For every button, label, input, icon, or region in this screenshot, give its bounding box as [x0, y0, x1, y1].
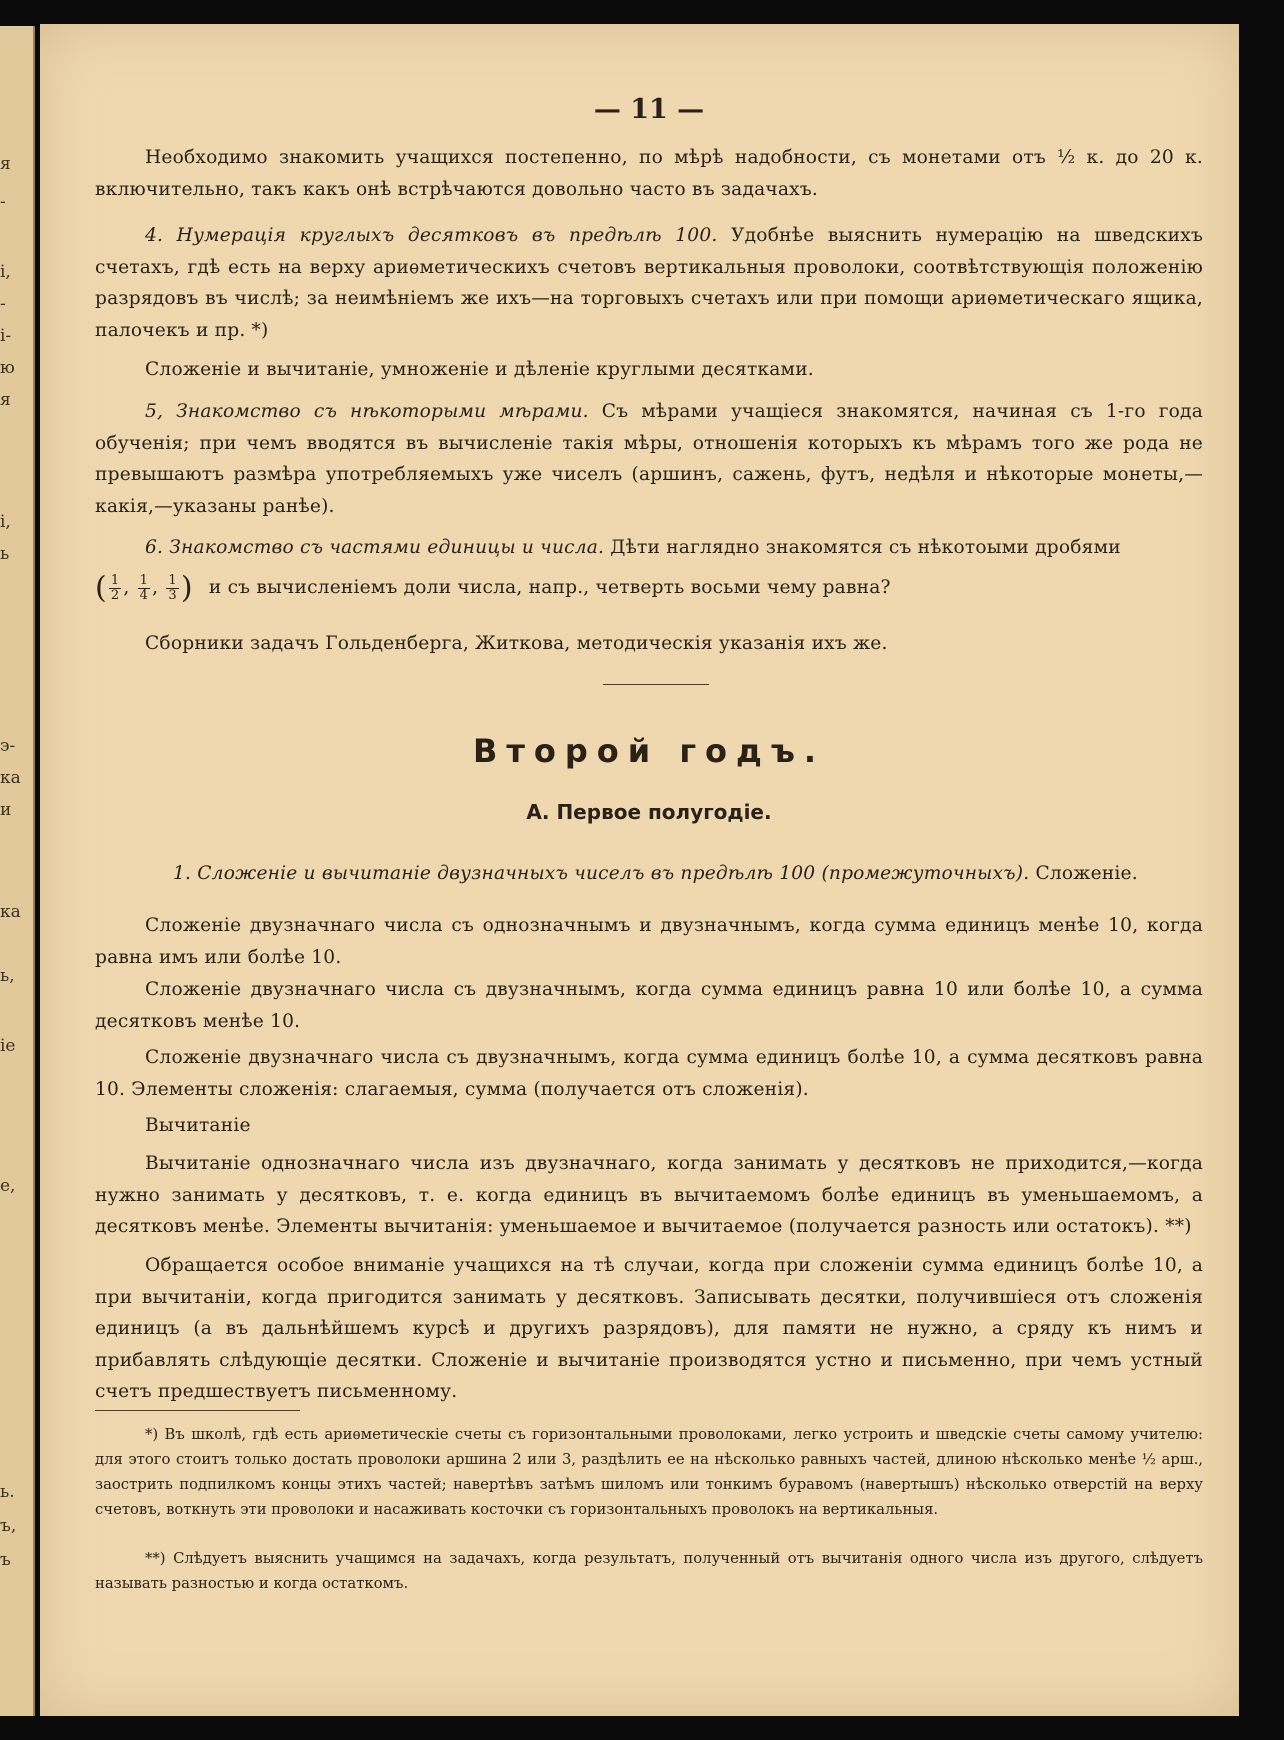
paragraph-coins: Необходимо знакомить учащихся постепенно, по мѣрѣ надобности, съ монетами отъ ½ к. до 20 к. включительно, такъ какъ онѣ встрѣчаются довольно часто въ задачахъ.	[95, 147, 1203, 200]
margin-fragment: і,	[0, 512, 11, 532]
fraction: $\frac{1}{4}$	[139, 572, 149, 603]
fraction: $\frac{1}{2}$	[110, 572, 120, 603]
margin-fragment: ь.	[0, 1482, 15, 1502]
item-title-addition: 1. Сложеніе и вычитаніе двузначныхъ чиселъ въ предѣлѣ 100 (промежуточныхъ).	[173, 863, 1030, 884]
margin-fragment: я	[0, 154, 11, 174]
margin-fragment: я	[0, 390, 11, 410]
previous-page-edge	[0, 26, 35, 1716]
footnote-divider	[95, 1410, 300, 1411]
margin-fragment: і,	[0, 262, 11, 282]
paragraph-subtraction: Вычитаніе однозначнаго числа изъ двузначнаго, когда занимать у десятковъ не приходится,—когда нужно занимать у десятковъ, т. е. когда единицъ въ вычитаемомъ болѣе единицъ въ уменьшаемомъ, а десятковъ менѣе. Элементы вычитанія: уменьшаемое и вычитаемое (получается разность или остатокъ). **)	[95, 1153, 1203, 1237]
margin-fragment: ъ,	[0, 1516, 17, 1536]
paragraph-addition-2: Сложеніе двузначнаго числа съ двузначнымъ, когда сумма единицъ равна 10 или болѣе 10, а сумма десятковъ менѣе 10.	[95, 979, 1203, 1032]
margin-fragment: ка	[0, 768, 21, 788]
margin-fragment: ъ	[0, 1550, 11, 1570]
paragraph-round-tens: Сложеніе и вычитаніе, умноженіе и дѣленіе круглыми десятками.	[145, 359, 814, 380]
book-page	[40, 24, 1239, 1716]
margin-fragment: э-	[0, 736, 16, 756]
item-tail-addition: Сложеніе.	[1035, 863, 1138, 884]
paragraph-measures	[95, 396, 1203, 522]
margin-fragment: ь,	[0, 966, 15, 986]
margin-fragment: ь	[0, 544, 10, 564]
section-title: Второй годъ.	[472, 732, 826, 770]
margin-fragment: и	[0, 800, 12, 820]
paragraph-addition-3: Сложеніе двузначнаго числа съ двузначнымъ, когда сумма единицъ болѣе 10, а сумма десятковъ равна 10. Элементы сложенія: слагаемыя, сумма (получается отъ сложенія).	[95, 1047, 1203, 1100]
margin-fragment: -	[0, 294, 6, 314]
margin-fragment: е,	[0, 1176, 16, 1196]
paragraph-numeration	[95, 220, 1203, 346]
fractions-tail: и съ вычисленіемъ доли числа, напр., четверть восьми чему равна?	[208, 577, 891, 598]
item-body-measures: Съ мѣрами учащіеся знакомятся, начиная съ 1-го года обученія; при чемъ вводятся въ вычисленіе такія мѣры, отношенія которыхъ къ мѣрамъ того же рода не превышаютъ размѣра употребляемыхъ уже чиселъ (аршинъ, сажень, футъ, недѣля и нѣкоторые монеты,—какія,—указаны ранѣе).	[95, 401, 1203, 517]
paragraph-addition-1: Сложеніе двузначнаго числа съ однозначнымъ и двузначнымъ, когда сумма единицъ менѣе 10, когда равна имъ или болѣе 10.	[95, 915, 1203, 968]
paragraph-attention: Обращается особое вниманіе учащихся на тѣ случаи, когда при сложеніи сумма единицъ болѣе 10, а при вычитаніи, когда пригодится занимать у десятковъ. Записывать десятки, получившіеся отъ сложенія единицъ (а въ дальнѣйшемъ курсѣ и другихъ разрядовъ), для памяти не нужно, а сряду къ нимъ и прибавлять слѣдующіе десятки. Сложеніе и вычитаніе производятся устно и письменно, при чемъ устный счетъ предшествуетъ письменному.	[95, 1255, 1203, 1402]
paragraph-fractions	[95, 532, 1203, 564]
item-body-numeration: Удобнѣе выяснить нумерацію на шведскихъ счетахъ, гдѣ есть на верху ариѳметическихъ счетовъ вертикальныя проволоки, соотвѣтствующія положенію разрядовъ въ числѣ; за неимѣніемъ же ихъ—на торговыхъ счетахъ или при помощи ариѳметическаго ящика, палочекъ и пр. *)	[95, 225, 1203, 341]
fraction: $\frac{1}{3}$	[168, 572, 177, 603]
paragraph-sources: Сборники задачъ Гольденберга, Житкова, методическія указанія ихъ же.	[145, 633, 888, 654]
footnote-2: **) Слѣдуетъ выяснить учащимся на задачахъ, когда результатъ, полученный отъ вычитанія одного числа изъ другого, слѣдуетъ называть разностью и когда остаткомъ.	[95, 1550, 1203, 1592]
margin-fragment: ка	[0, 902, 21, 922]
page-number: — 11 —	[593, 94, 705, 125]
item-body-fractions: Дѣти наглядно знакомятся съ нѣкотоыми дробями	[610, 537, 1121, 558]
subsection-title: А. Первое полугодіе.	[526, 800, 772, 824]
section-divider	[603, 684, 709, 685]
item-title-numeration: 4. Нумерація круглыхъ десятковъ въ предѣлѣ 100.	[145, 225, 718, 246]
paragraph-addition-title	[95, 858, 1203, 890]
margin-fragment: і-	[0, 326, 12, 346]
subtitle-subtraction: Вычитаніе	[145, 1115, 251, 1136]
fractions-line: ( $\frac{1}{2}$ , $\frac{1}{4}$ , $\frac{1}{3}$ ) и съ вычисленіемъ доли числа, напр., четверть восьми чему равна?	[95, 570, 891, 606]
footnote-1: *) Въ школѣ, гдѣ есть ариѳметическіе счеты съ горизонтальными проволоками, легко устроить и шведскіе счеты самому учителю: для этого стоитъ только достать проволоки аршина 2 или 3, раздѣлить ее на нѣсколько равныхъ частей, длиною нѣсколько менѣе ½ арш., заострить подпилкомъ концы этихъ частей; навертѣвъ затѣмъ шиломъ или тонкимъ буравомъ (навертышъ) нѣсколько отверстій на верху счетовъ, воткнуть эти проволоки и насаживать косточки съ горизонтальныхъ проволокъ на вертикальныя.	[95, 1426, 1203, 1518]
item-title-measures: 5, Знакомство съ нѣкоторыми мѣрами.	[145, 401, 589, 422]
margin-fragment: ю	[0, 358, 15, 378]
margin-fragment: іе	[0, 1036, 16, 1056]
item-title-fractions: 6. Знакомство съ частями единицы и числа.	[145, 537, 605, 558]
margin-fragment: -	[0, 192, 6, 212]
